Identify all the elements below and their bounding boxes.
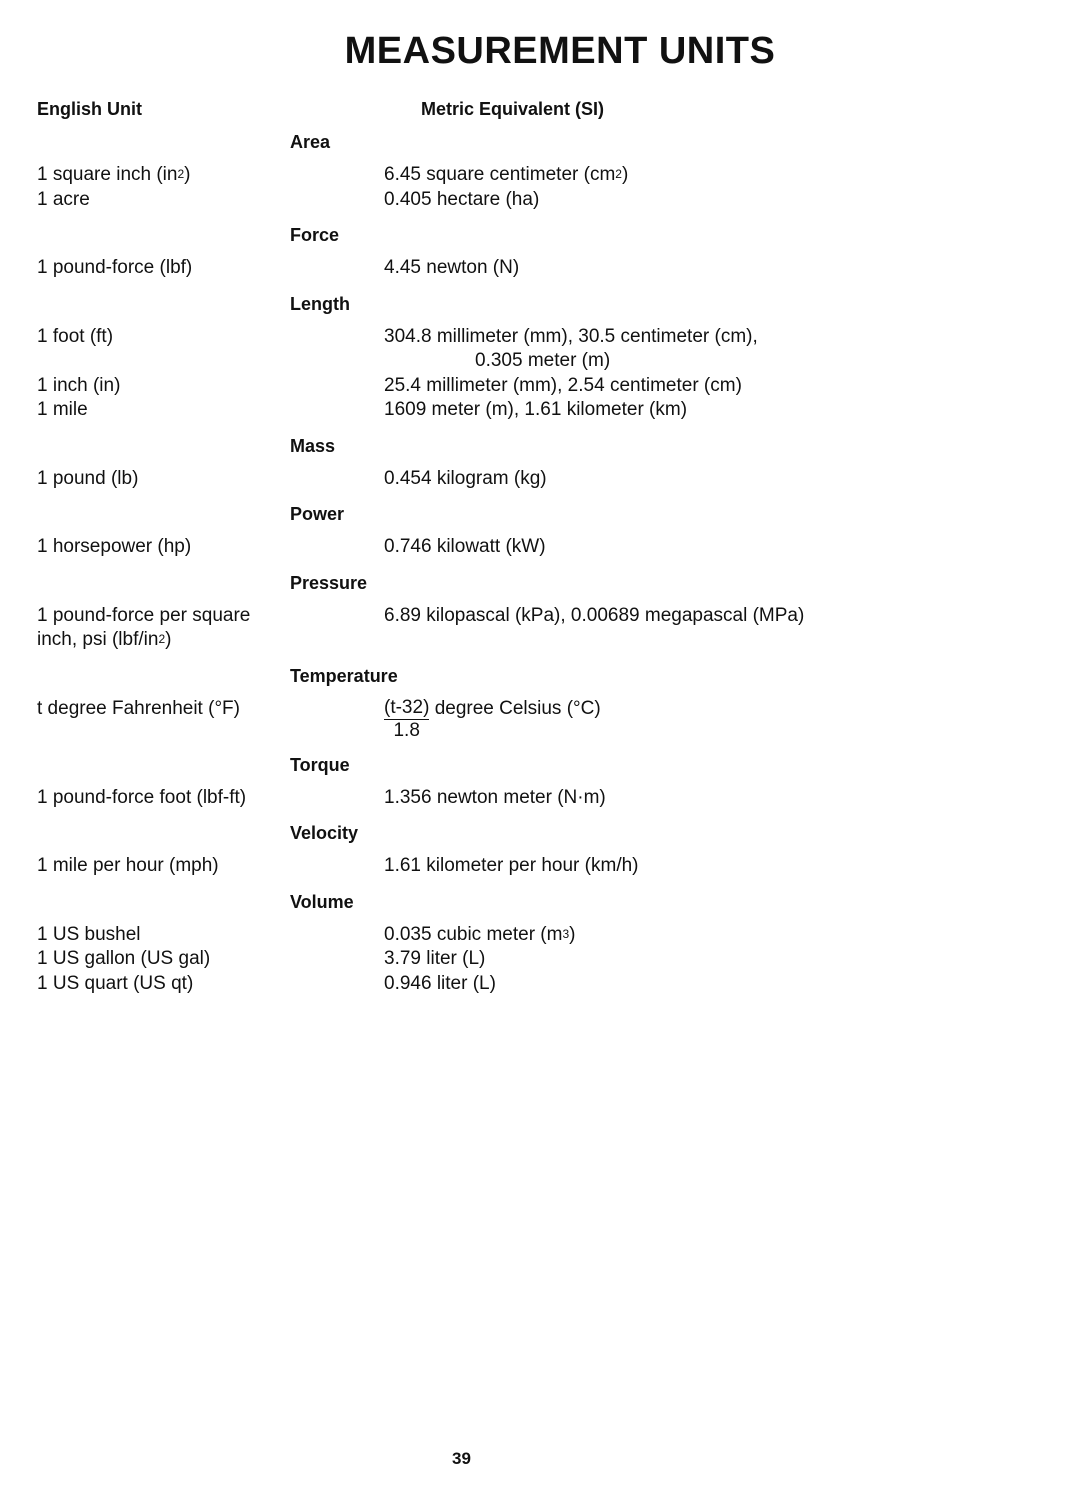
table-row bbox=[0, 786, 1080, 811]
metric-equivalent-cell: 0.454 kilogram (kg) bbox=[384, 467, 547, 489]
section-title: Torque bbox=[290, 754, 350, 775]
metric-equivalent-cell: 1.356 newton meter (N·m) bbox=[384, 786, 606, 808]
metric-equivalent-cell: 0.405 hectare (ha) bbox=[384, 188, 540, 210]
metric-equivalent-cell: 0.946 liter (L) bbox=[384, 972, 496, 994]
section-torque bbox=[0, 753, 1080, 811]
metric-equivalent-cell bbox=[384, 163, 1080, 188]
metric-equivalent-text-end: ) bbox=[621, 164, 629, 185]
table-row bbox=[0, 923, 1080, 948]
table-row bbox=[0, 325, 1080, 374]
metric-equivalent-cell: 0.746 kilowatt (kW) bbox=[384, 536, 546, 557]
page-number: 39 bbox=[452, 1449, 471, 1468]
metric-equivalent-cell: 1609 meter (m), 1.61 kilometer (km) bbox=[384, 399, 688, 420]
section-length bbox=[0, 292, 1080, 423]
english-unit-continuation bbox=[37, 628, 384, 653]
english-unit-cell: 1 foot (ft) bbox=[37, 325, 114, 347]
table-row bbox=[0, 697, 1080, 742]
section-title: Pressure bbox=[290, 572, 368, 593]
fraction-denominator: 1.8 bbox=[393, 719, 420, 741]
table-row bbox=[0, 374, 1080, 399]
english-unit-text-end: ) bbox=[165, 629, 172, 650]
metric-equivalent-text: 6.45 square centimeter (cm bbox=[384, 164, 616, 185]
english-unit-column-header: English Unit bbox=[37, 99, 142, 119]
english-unit-cell: 1 mile bbox=[37, 399, 88, 420]
table-row bbox=[0, 854, 1080, 879]
section-area bbox=[0, 130, 1080, 212]
section-title: Force bbox=[290, 225, 340, 245]
table-row bbox=[0, 947, 1080, 972]
section-velocity bbox=[0, 821, 1080, 879]
fraction-numerator: (t-32) bbox=[384, 696, 430, 718]
section-pressure bbox=[0, 571, 1080, 653]
page-title: MEASUREMENT UNITS bbox=[344, 30, 776, 72]
conversion-table bbox=[0, 130, 1080, 1007]
section-title: Volume bbox=[290, 891, 354, 912]
english-unit-text: 1 square inch (in bbox=[37, 164, 178, 185]
english-unit-cell: 1 pound-force foot (lbf-ft) bbox=[37, 786, 247, 808]
section-volume bbox=[0, 890, 1080, 997]
metric-equivalent-cell bbox=[384, 697, 1080, 742]
english-unit-cell: 1 US bushel bbox=[37, 923, 141, 945]
metric-equivalent-text-end: ) bbox=[569, 923, 576, 945]
english-unit-text: inch, psi (lbf/in bbox=[37, 629, 159, 650]
section-force bbox=[0, 223, 1080, 281]
english-unit-cell: 1 inch (in) bbox=[37, 374, 121, 396]
superscript: 2 bbox=[177, 167, 185, 181]
section-title: Temperature bbox=[290, 665, 398, 686]
english-unit-text-end: ) bbox=[184, 164, 191, 185]
metric-equivalent-text: 0.035 cubic meter (m bbox=[384, 923, 563, 945]
table-row bbox=[0, 972, 1080, 997]
metric-equivalent-text: 304.8 millimeter (mm), 30.5 centimeter (cm), bbox=[384, 325, 758, 347]
metric-equivalent-cell: 1.61 kilometer per hour (km/h) bbox=[384, 855, 639, 876]
english-unit-cell: 1 US gallon (US gal) bbox=[37, 948, 211, 969]
conversion-fraction bbox=[384, 697, 429, 742]
english-unit-cell: 1 pound-force (lbf) bbox=[37, 257, 193, 278]
section-temperature bbox=[0, 664, 1080, 742]
section-title: Mass bbox=[290, 435, 336, 456]
metric-equivalent-cell bbox=[384, 325, 1080, 374]
metric-equivalent-cell bbox=[384, 923, 1080, 948]
metric-equivalent-cell: 4.45 newton (N) bbox=[384, 257, 520, 278]
metric-equivalent-continuation: 0.305 meter (m) bbox=[475, 350, 611, 371]
superscript: 2 bbox=[158, 632, 166, 646]
section-mass bbox=[0, 434, 1080, 492]
english-unit-cell: 1 mile per hour (mph) bbox=[37, 855, 219, 876]
metric-equivalent-cell: 3.79 liter (L) bbox=[384, 948, 486, 969]
english-unit-cell: t degree Fahrenheit (°F) bbox=[37, 697, 240, 719]
table-row bbox=[0, 188, 1080, 213]
english-unit-text: 1 pound-force per square bbox=[37, 604, 251, 626]
table-row bbox=[0, 163, 1080, 188]
table-row bbox=[0, 604, 1080, 653]
section-title: Length bbox=[290, 293, 350, 314]
english-unit-cell: 1 horsepower (hp) bbox=[37, 536, 192, 557]
section-title: Power bbox=[290, 504, 345, 524]
table-row bbox=[0, 467, 1080, 492]
metric-equivalent-text: degree Celsius (°C) bbox=[434, 697, 601, 719]
table-row bbox=[0, 535, 1080, 560]
section-power bbox=[0, 502, 1080, 560]
metric-equivalent-cell: 25.4 millimeter (mm), 2.54 centimeter (cm) bbox=[384, 374, 742, 396]
english-unit-cell bbox=[0, 163, 384, 188]
english-unit-cell: 1 pound (lb) bbox=[37, 467, 139, 489]
english-unit-cell: 1 US quart (US qt) bbox=[37, 972, 194, 994]
superscript: 2 bbox=[615, 167, 622, 181]
english-unit-cell bbox=[0, 604, 384, 653]
metric-equivalent-cell: 6.89 kilopascal (kPa), 0.00689 megapascal (MPa) bbox=[384, 604, 805, 626]
section-title: Velocity bbox=[290, 823, 359, 843]
table-row bbox=[0, 256, 1080, 281]
english-unit-cell: 1 acre bbox=[37, 188, 90, 210]
metric-equivalent-column-header: Metric Equivalent (SI) bbox=[421, 99, 605, 119]
table-row bbox=[0, 398, 1080, 423]
section-title: Area bbox=[290, 132, 331, 152]
superscript: 3 bbox=[562, 926, 570, 941]
